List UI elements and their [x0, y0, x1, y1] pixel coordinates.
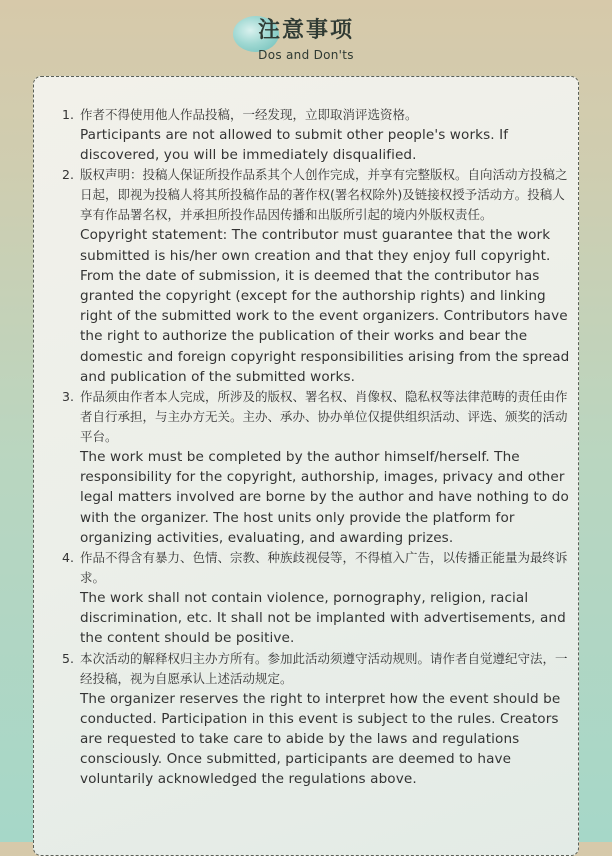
rule-text-chinese: 本次活动的解释权归主办方所有。参加此活动须遵守活动规则。请作者自觉遵纪守法，一经投稿，视为自愿承认上述活动规定。	[80, 650, 568, 686]
rule-item-2	[62, 165, 570, 387]
rule-text-chinese: 作品不得含有暴力、色情、宗教、种族歧视侵等，不得植入广告，以传播正能量为最终诉求。	[80, 550, 568, 586]
rule-number: 2.	[62, 167, 74, 183]
rule-number: 4.	[62, 550, 74, 566]
rule-text-chinese: 作品须由作者本人完成，所涉及的版权、署名权、肖像权、隐私权等法律范畴的责任由作者自行承担，与主办方无关。主办、承办、协办单位仅提供组织活动、评选、颁奖的活动平台。	[80, 389, 568, 445]
rule-number: 5.	[62, 650, 74, 666]
rule-number: 1.	[62, 107, 74, 122]
rules-list	[62, 105, 570, 790]
rule-text-chinese: 作者不得使用他人作品投稿，一经发现，立即取消评选资格。	[80, 107, 418, 122]
rule-item-5	[62, 649, 570, 790]
rule-item-4	[62, 548, 570, 649]
page-header	[0, 0, 612, 76]
rule-text-english: Participants are not allowed to submit other people's works. If discovered, you will be immediately disqualified.	[80, 127, 509, 164]
rule-text-english: The work must be completed by the author himself/herself. The responsibility for the copyright, authorship, images, privacy and other legal matters involved are borne by the author and have nothing to do with the organizer. The host units only provide the platform for organizing activities, evaluating, and awarding prizes.	[80, 449, 569, 546]
rule-item-3	[62, 387, 570, 548]
rule-item-1	[62, 105, 570, 165]
rule-text-english: The organizer reserves the right to interpret how the event should be conducted. Participation in this event is subject to the rules. Creators are requested to take care to abide by the laws and regulations consciously. Once submitted, participants are deemed to have voluntarily acknowledged the regulations above.	[80, 690, 561, 788]
rule-text-english: Copyright statement: The contributor must guarantee that the work submitted is his/her own creation and that they enjoy full copyright. From the date of submission, it is deemed that the contributor has granted the copyright (except for the authorship rights) and linking right of the submitted work to the event organizers. Contributors have the right to authorize the publication of their works and bear the domestic and foreign copyright responsibilities arising from the spread and publication of the submitted works.	[80, 227, 570, 385]
page-subtitle: Dos and Don'ts	[258, 48, 354, 62]
page-title: 注意事项	[257, 18, 354, 43]
rule-text-chinese: 版权声明：投稿人保证所投作品系其个人创作完成，并享有完整版权。自向活动方投稿之日起，即视为投稿人将其所投稿作品的著作权(署名权除外)及链接权授予活动方。投稿人享有作品署名权，并承担所投作品因传播和出版所引起的境内外版权责任。	[80, 167, 568, 223]
rules-card	[33, 76, 579, 856]
rule-number: 3.	[62, 389, 74, 405]
rule-text-english: The work shall not contain violence, pornography, religion, racial discrimination, etc. It shall not be implanted with advertisements, and the content should be positive.	[80, 590, 566, 647]
